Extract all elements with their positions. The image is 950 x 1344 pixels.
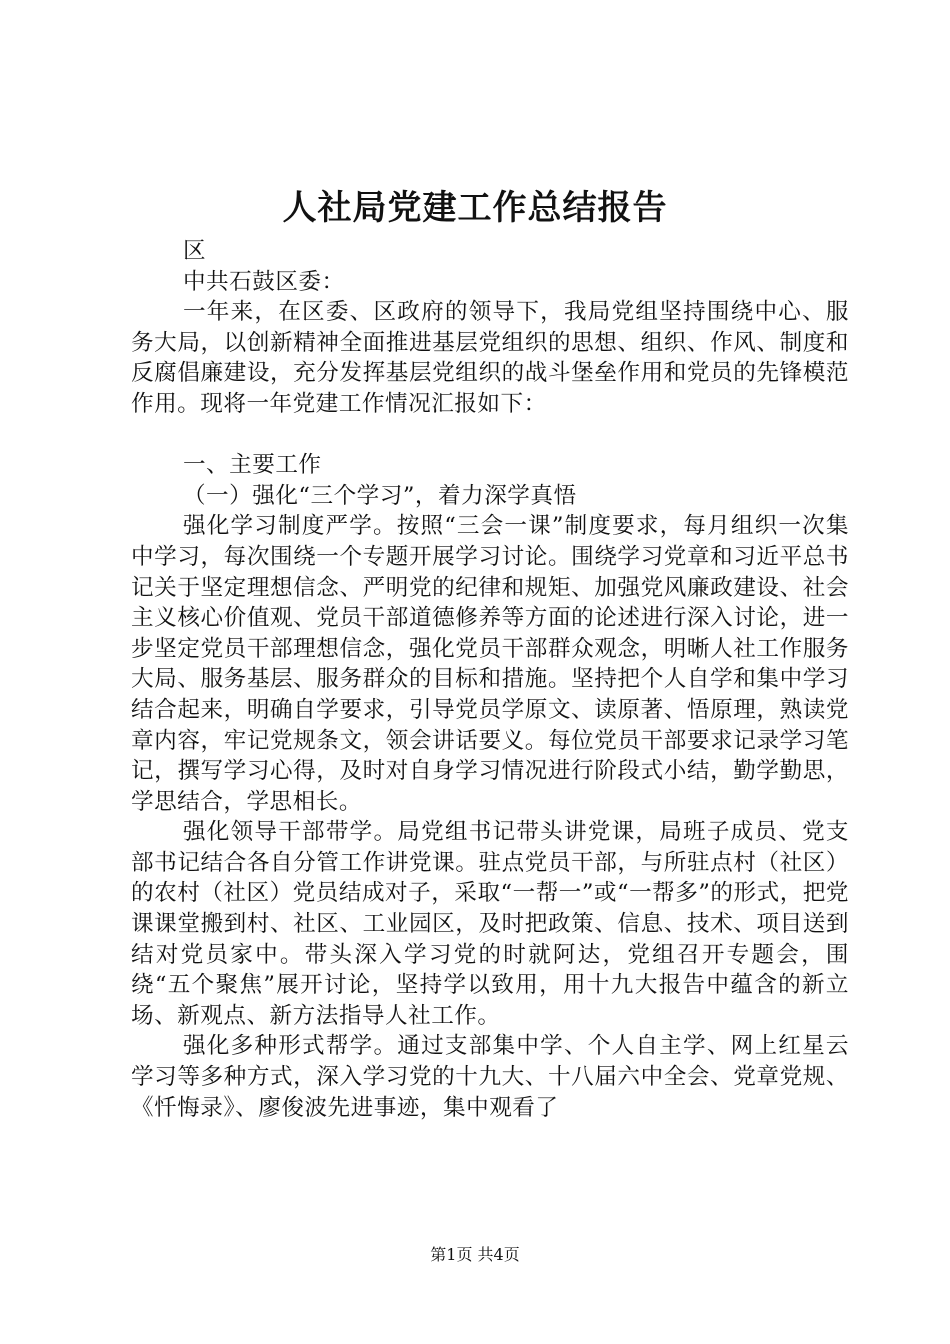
paragraph-gap xyxy=(131,420,849,451)
document-body xyxy=(131,236,849,1123)
page-footer: 第1页 共4页 xyxy=(430,1245,520,1264)
body-paragraph-3: 强化多种形式帮学。通过支部集中学、个人自主学、网上红星云学习等多种方式，深入学习党的十九大、十八届六中全会、党章党规、《忏悔录》、廖俊波先进事迹，集中观看了 xyxy=(131,1033,849,1121)
intro-paragraph: 一年来，在区委、区政府的领导下，我局党组坚持围绕中心、服务大局，以创新精神全面推进基层党组织的思想、组织、作风、制度和反腐倡廉建设，充分发挥基层党组织的战斗堡垒作用和党员的先锋模范作用。现将一年党建工作情况汇报如下： xyxy=(131,299,849,417)
body-paragraph-2: 强化领导干部带学。局党组书记带头讲党课，局班子成员、党支部书记结合各自分管工作讲党课。驻点党员干部，与所驻点村（社区）的农村（社区）党员结成对子，采取“一帮一”或“一帮多”的形式，把党课课堂搬到村、社区、工业园区，及时把政策、信息、技术、项目送到结对党员家中。带头深入学习党的时就阿达，党组召开专题会，围绕“五个聚焦”展开讨论，坚持学以致用，用十九大报告中蕴含的新立场、新观点、新方法指导人社工作。 xyxy=(131,819,849,1029)
salutation-line-2: 中共石鼓区委： xyxy=(182,268,345,295)
subsection-heading: （一）强化“三个学习”，着力深学真悟 xyxy=(182,482,577,509)
section-heading: 一、主要工作 xyxy=(182,452,322,479)
salutation-line-1: 区 xyxy=(182,238,207,264)
body-paragraph-1: 强化学习制度严学。按照“三会一课”制度要求，每月组织一次集中学习，每次围绕一个专题开展学习讨论。围绕学习党章和习近平总书记关于坚定理想信念、严明党的纪律和规矩、加强党风廉政建设、社会主义核心价值观、党员干部道德修养等方面的论述进行深入讨论，进一步坚定党员干部理想信念，强化党员干部群众观念，明晰人社工作服务大局、服务基层、服务群众的目标和措施。坚持把个人自学和集中学习结合起来，明确自学要求，引导党员学原文、读原著、悟原理，熟读党章内容，牢记党规条文，领会讲话要义。每位党员干部要求记录学习笔记，撰写学习心得，及时对自身学习情况进行阶段式小结，勤学勤思，学思结合，学思相长。 xyxy=(131,513,849,815)
document-title: 人社局党建工作总结报告 xyxy=(282,188,668,228)
